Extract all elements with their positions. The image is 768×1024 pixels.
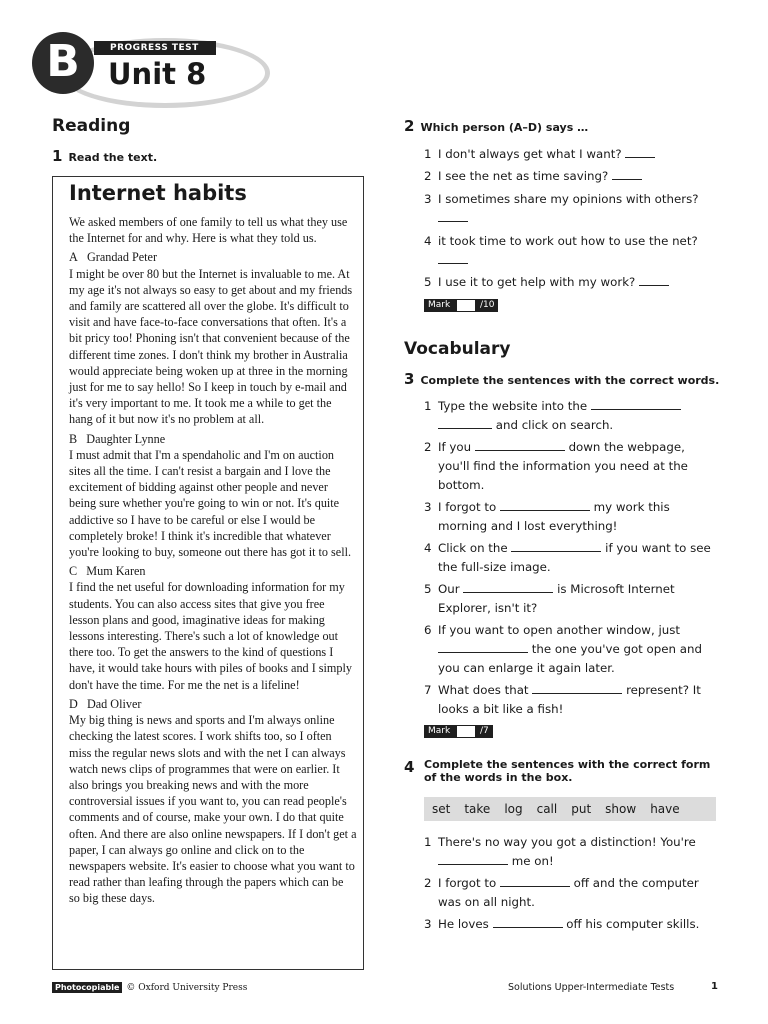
article-intro: We asked members of one family to tell us what they use the Internet for and why. Here is what they told us. — [69, 215, 348, 246]
vocabulary-heading: Vocabulary — [404, 339, 511, 359]
section-heading-b: B Daughter Lynne — [69, 431, 166, 446]
level-badge: B — [32, 32, 94, 94]
answer-blank[interactable] — [438, 418, 492, 429]
answer-blank[interactable] — [500, 876, 570, 887]
question-3 — [404, 369, 719, 388]
answer-blank[interactable] — [500, 500, 590, 511]
list-item: 4 Click on the if you want to see the full-size image. — [424, 541, 711, 574]
question-text: Read the text. — [68, 151, 158, 164]
question-text: Complete the sentences with the correct form of the words in the box. — [424, 758, 711, 784]
word-option: put — [571, 802, 592, 816]
question-2 — [404, 116, 588, 135]
section-text-d: My big thing is news and sports and I'm always online checking the latest scores. I work shifts too, so I often miss the regular news slots and with the net I can always watch news clips of programmes that were on earlier. It also brings you breaking news and with the more controversial issues if you want to, you can read people's comments and of course, make your own. I do that quite often. And there are also online newspapers. If I don't get a paper, I can always go online and click on to the newspapers website. It's easier to choose what you want to read rather than leafing through the papers which can be so big these days. — [69, 713, 357, 906]
article-box — [52, 176, 364, 970]
photocopiable-label: Photocopiable — [52, 982, 122, 993]
word-option: log — [504, 802, 523, 816]
question-number: 2 — [404, 117, 415, 135]
publisher-label: © Oxford University Press — [126, 982, 248, 993]
question-4 — [404, 758, 720, 784]
list-item: 2 I see the net as time saving? — [424, 167, 714, 186]
page-number: 1 — [711, 981, 718, 992]
section-text-b: I must admit that I'm a spendaholic and I'm on auction sites all the time. I can't resist a bargain and I love the excitement of bidding against other people and never being sure whether you're going to win or not. It's quite addictive so I have to be careful or else I would be completely broke! I think it's incredible that whatever you're looking to buy, someone out there has got it to sell. — [69, 447, 352, 560]
answer-blank[interactable] — [532, 683, 622, 694]
mark-input[interactable] — [456, 725, 476, 738]
unit-title: Unit 8 — [108, 57, 207, 91]
word-option: take — [464, 802, 491, 816]
section-heading-c: C Mum Karen — [69, 564, 146, 579]
list-item: 7 What does that represent? It looks a bit like a fish! — [424, 683, 701, 716]
series-title: Solutions Upper-Intermediate Tests — [508, 982, 675, 993]
word-option: show — [605, 802, 637, 816]
section-text-c: I find the net useful for downloading information for my students. You can also access sites that give you free lesson plans and good, imaginative ideas for making lessons interesting. There's such a lot of knowledge out there too. To get the answers to the kind of questions I have, it would take hours with piles of books and I simply don't have the time. For me the net is a lifeline! — [69, 580, 352, 692]
answer-blank[interactable] — [475, 440, 565, 451]
answer-blank[interactable] — [591, 399, 681, 410]
list-item: 1 Type the website into the and click on search. — [424, 397, 714, 435]
list-item: 5 Our is Microsoft Internet Explorer, isn't it? — [424, 582, 675, 615]
article-title: Internet habits — [69, 181, 247, 205]
list-item: 1 I don't always get what I want? — [424, 145, 714, 164]
word-option: have — [650, 802, 680, 816]
list-item: 2 If you down the webpage, you'll find the information you need at the bottom. — [424, 440, 688, 492]
answer-blank[interactable] — [493, 917, 563, 928]
word-box — [424, 797, 716, 821]
reading-heading: Reading — [52, 116, 131, 136]
list-item: 5 I use it to get help with my work? — [424, 273, 714, 292]
article-body — [69, 214, 357, 907]
section-heading-d: D Dad Oliver — [69, 696, 142, 711]
list-item: 1 There's no way you got a distinction! You're me on! — [424, 835, 696, 868]
question-1 — [52, 146, 157, 165]
question-number: 1 — [52, 147, 63, 165]
mark-input[interactable] — [456, 299, 476, 312]
word-option: set — [432, 802, 451, 816]
list-item: 6 If you want to open another window, just the one you've got open and you can enlarge it again later. — [424, 623, 702, 675]
answer-blank[interactable] — [438, 854, 508, 865]
question-number: 3 — [404, 370, 415, 388]
list-item: 4 it took time to work out how to use the net? — [424, 232, 714, 270]
mark-box: Mark /10 — [424, 299, 498, 312]
answer-blank[interactable] — [612, 169, 642, 180]
section-heading-a: A Grandad Peter — [69, 250, 158, 265]
question-number: 4 — [404, 758, 415, 776]
progress-test-label: PROGRESS TEST — [94, 41, 216, 55]
word-option: call — [536, 802, 558, 816]
question-text: Which person (A–D) says … — [420, 121, 589, 134]
answer-blank[interactable] — [438, 253, 468, 264]
mark-box: Mark /7 — [424, 725, 493, 738]
list-item: 2 I forgot to off and the computer was on all night. — [424, 876, 699, 909]
question-text: Complete the sentences with the correct words. — [420, 374, 720, 387]
list-item: 3 He loves off his computer skills. — [424, 917, 700, 931]
footer-copyright — [52, 982, 247, 993]
list-item: 3 I sometimes share my opinions with others? — [424, 190, 714, 228]
answer-blank[interactable] — [438, 642, 528, 653]
section-text-a: I might be over 80 but the Internet is invaluable to me. At my age it's not always so easy to get about and my friends and family are scattered all over the globe. It's difficult to visit and have face-to-face conversations that often. It's a bit pricy too! Phoning isn't that convenient because of the different time zones. I don't think my brother in Australia would appreciate being woken up at three in the morning just for me to say hello! So I keep in touch by e-mail and it's very important to me. It took me a while to get the hang of it but now it's no problem at all. — [69, 266, 353, 427]
answer-blank[interactable] — [463, 582, 553, 593]
answer-blank[interactable] — [511, 541, 601, 552]
answer-blank[interactable] — [625, 147, 655, 158]
list-item: 3 I forgot to my work this morning and I lost everything! — [424, 500, 670, 533]
answer-blank[interactable] — [639, 275, 669, 286]
answer-blank[interactable] — [438, 211, 468, 222]
